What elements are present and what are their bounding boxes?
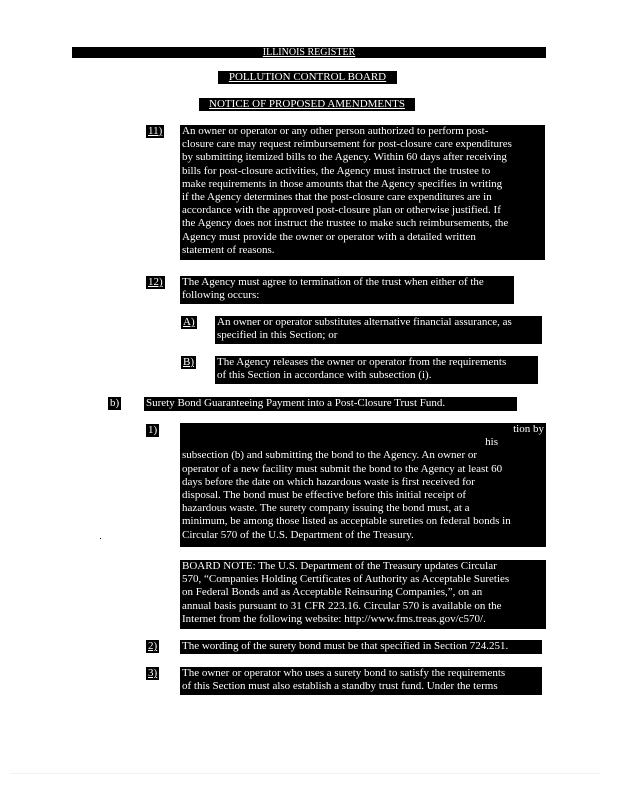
item-12a-line: An owner or operator substitutes alternative financial assurance, as (217, 316, 512, 328)
item-b1-line: hazardous waste. The surety company issuing the bond must, at a (182, 502, 470, 515)
item-b1-line-1 (182, 423, 544, 436)
item-b3-number: 3) (148, 667, 158, 679)
item-11-line: make requirements in those amounts that the Agency specifies in writing (182, 177, 503, 190)
item-b3-line: The owner or operator who uses a surety bond to satisfy the requirements (182, 667, 506, 679)
item-b1-line: Circular 570 of the U.S. Department of the Treasury. (182, 528, 414, 541)
item-12b-line: of this Section in accordance with subsection (i). (217, 369, 432, 382)
item-12-line: The Agency must agree to termination of the trust when either of the (182, 276, 484, 288)
register-title-bar (72, 47, 546, 58)
item-12b-line: The Agency releases the owner or operator from the requirements (217, 356, 507, 368)
item-b1-line-2-end: his (485, 436, 498, 449)
board-note-line: 570, “Companies Holding Certificates of Authority as Acceptable Sureties (182, 573, 510, 586)
item-12b-text (215, 356, 538, 384)
item-b3-line: of this Section must also establish a standby trust fund. Under the terms (182, 680, 498, 693)
notice-title: NOTICE OF PROPOSED AMENDMENTS (199, 98, 415, 111)
scan-speck (100, 538, 101, 539)
item-b2-text: The wording of the surety bond must be that specified in Section 724.251. (180, 640, 542, 654)
section-b-heading: Surety Bond Guaranteeing Payment into a Post-Closure Trust Fund. (144, 397, 517, 411)
item-11-number: 11) (148, 125, 163, 137)
item-11-line: if the Agency determines that the post-closure care expenditures are in (182, 191, 492, 204)
item-11-text (180, 125, 545, 260)
item-b1-number: 1) (148, 424, 158, 436)
item-11-line: statement of reasons. (182, 243, 275, 256)
item-b1-line: disposal. The bond must be effective before this initial receipt of (182, 489, 466, 502)
item-b1-line-1-end: tion by (513, 423, 544, 435)
item-b1-text (180, 423, 546, 547)
item-11-line: closure care may request reimbursement for post-closure care expenditures (182, 138, 512, 151)
item-11-line: Agency must provide the owner or operator with a detailed written (182, 230, 476, 243)
item-11-line: by submitting itemized bills to the Agency. Within 60 days after receiving (182, 151, 507, 164)
board-note (180, 560, 546, 629)
item-12a-label: A) (183, 316, 195, 328)
item-12-line: following occurs: (182, 289, 260, 302)
item-12-number: 12) (148, 276, 163, 288)
item-b3-text (180, 667, 542, 695)
item-11-line: An owner or operator or any other person authorized to perform post- (182, 125, 489, 137)
item-b1-line: operator of a new facility must submit the bond to the Agency at least 60 (182, 462, 503, 475)
board-note-line: annual basis pursuant to 31 CFR 223.16. Circular 570 is available on the (182, 599, 502, 612)
item-b1-line: minimum, be among those listed as acceptable sureties on federal bonds in (182, 515, 511, 528)
item-b1-line: subsection (b) and submitting the bond to the Agency. An owner or (182, 449, 478, 462)
scan-line (10, 773, 600, 774)
board-note-line: Internet from the following website: http://www.fms.treas.gov/c570/. (182, 612, 486, 625)
item-12a-line: specified in this Section; or (217, 329, 338, 342)
board-title: POLLUTION CONTROL BOARD (218, 71, 397, 84)
board-note-line: on Federal Bonds and as Acceptable Reinsuring Companies,”, on an (182, 586, 483, 599)
board-note-line: BOARD NOTE: The U.S. Department of the Treasury updates Circular (182, 560, 497, 572)
item-11-line: bills for post-closure activities, the Agency must instruct the trustee to (182, 164, 491, 177)
item-12b-label: B) (183, 356, 194, 368)
item-12-text (180, 276, 514, 304)
item-11-line: the Agency does not instruct the trustee to make such reimbursements, the (182, 217, 509, 230)
item-b1-line: days before the date on which hazardous waste is first received for (182, 475, 475, 488)
item-b2-number: 2) (148, 640, 158, 652)
register-title: ILLINOIS REGISTER (262, 47, 356, 58)
item-b1-line-2 (182, 436, 544, 449)
item-12a-text (215, 316, 542, 344)
section-b-label: b) (110, 397, 120, 409)
item-11-line: accordance with the approved post-closure plan or otherwise justified. If (182, 204, 501, 217)
